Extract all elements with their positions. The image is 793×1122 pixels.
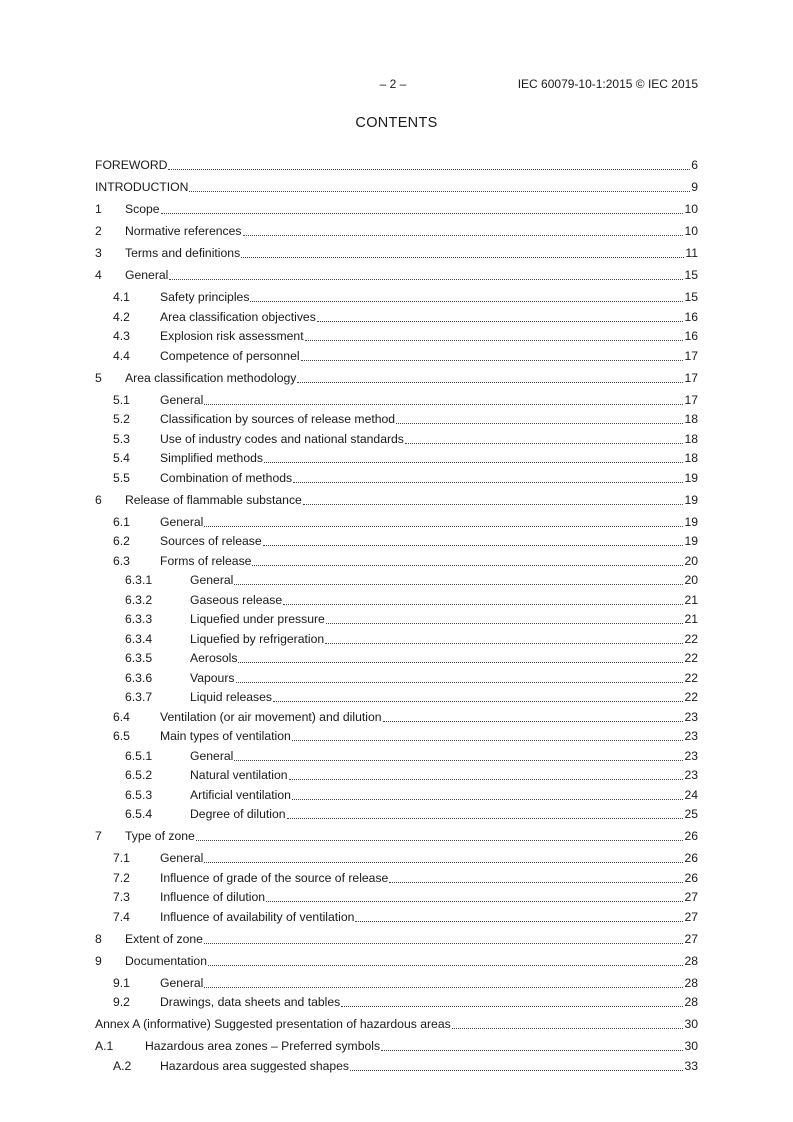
toc-title: Drawings, data sheets and tables	[160, 995, 341, 1009]
toc-title: Forms of release	[160, 553, 252, 568]
toc-page-number: 20	[684, 573, 698, 587]
toc-page-number: 22	[684, 690, 698, 704]
toc-entry[interactable]	[95, 392, 698, 408]
toc-number: 6.3.3	[125, 612, 153, 626]
toc-page-number: 22	[684, 670, 698, 685]
toc-leader-dots	[204, 986, 683, 988]
toc-title: Use of industry codes and national standards	[160, 431, 404, 446]
toc-page-number: 19	[684, 470, 698, 485]
toc-entry[interactable]	[95, 328, 698, 344]
toc-leader-dots	[293, 481, 683, 483]
toc-leader-dots	[243, 234, 684, 236]
toc-title: Safety principles	[160, 290, 250, 304]
toc-leader-dots	[405, 442, 684, 444]
toc-page-number: 28	[684, 953, 698, 968]
toc-number: 6.2	[113, 534, 130, 548]
toc-leader-dots	[287, 817, 684, 819]
toc-page-number: 15	[684, 268, 698, 282]
toc-page-number: 23	[684, 709, 698, 724]
toc-leader-dots	[303, 503, 684, 505]
toc-leader-dots	[292, 798, 684, 800]
toc-leader-dots	[325, 642, 683, 644]
toc-entry[interactable]	[95, 631, 698, 647]
toc-leader-dots	[273, 700, 683, 702]
toc-leader-dots	[383, 720, 684, 722]
toc-leader-dots	[204, 861, 683, 863]
toc-number: 7.2	[113, 870, 130, 885]
toc-title: Artificial ventilation	[190, 787, 291, 802]
toc-entry[interactable]	[95, 1016, 698, 1032]
toc-entry[interactable]	[95, 931, 698, 947]
toc-number: 5.3	[113, 431, 130, 446]
toc-entry[interactable]	[95, 450, 698, 466]
toc-number: 6.5.2	[125, 768, 153, 782]
toc-page-number: 22	[684, 651, 698, 665]
toc-number: 4.2	[113, 309, 130, 324]
toc-page-number: 17	[684, 392, 698, 407]
toc-leader-dots	[241, 256, 684, 258]
toc-title: General	[190, 573, 234, 587]
toc-title: Gaseous release	[190, 592, 283, 607]
toc-leader-dots	[208, 964, 683, 966]
toc-page-number: 26	[684, 851, 698, 865]
toc-title: Hazardous area suggested shapes	[160, 1058, 350, 1073]
toc-page-number: 10	[684, 224, 698, 238]
toc-title: General	[125, 268, 169, 282]
toc-title: Main types of ventilation	[160, 729, 291, 743]
toc-entry[interactable]	[95, 309, 698, 325]
toc-leader-dots	[266, 900, 683, 902]
toc-page-number: 20	[684, 553, 698, 568]
page-number: – 2 –	[379, 77, 407, 91]
toc-page-number: 26	[684, 829, 698, 843]
toc-page-number: 33	[684, 1058, 698, 1073]
toc-leader-dots	[250, 300, 683, 302]
toc-title: Influence of grade of the source of release	[160, 870, 389, 885]
toc-number: 6.3.5	[125, 651, 153, 665]
toc-title: Ventilation (or air movement) and dilution	[160, 709, 382, 724]
toc-entry[interactable]	[95, 909, 698, 925]
toc-title: Vapours	[190, 670, 235, 685]
toc-page-number: 9	[691, 180, 698, 194]
toc-entry[interactable]	[95, 179, 698, 195]
toc-entry[interactable]	[95, 411, 698, 427]
toc-entry[interactable]	[95, 492, 698, 508]
toc-number: 7.4	[113, 909, 130, 924]
toc-entry[interactable]	[95, 670, 698, 686]
toc-page-number: 22	[684, 631, 698, 646]
toc-leader-dots	[301, 359, 684, 361]
toc-leader-dots	[169, 278, 683, 280]
toc-title: Liquid releases	[190, 690, 272, 704]
toc-title: FOREWORD	[95, 158, 168, 172]
toc-leader-dots	[396, 422, 683, 424]
toc-page-number: 30	[684, 1039, 698, 1053]
toc-number: 6.5.3	[125, 787, 153, 802]
toc-number: 6.3.4	[125, 631, 153, 646]
toc-number: 4	[95, 268, 102, 282]
toc-title: Scope	[125, 202, 160, 216]
toc-title: Degree of dilution	[190, 807, 286, 821]
toc-title: Influence of availability of ventilation	[160, 909, 355, 924]
toc-title: General	[160, 514, 204, 529]
toc-leader-dots	[204, 525, 683, 527]
toc-leader-dots	[355, 920, 683, 922]
toc-leader-dots	[292, 739, 684, 741]
toc-title: Annex A (informative) Suggested presentation of hazardous areas	[95, 1017, 451, 1031]
toc-leader-dots	[283, 603, 683, 605]
toc-number: 5.1	[113, 392, 130, 407]
toc-leader-dots	[204, 403, 683, 405]
toc-number: 5.4	[113, 451, 130, 465]
toc-entry[interactable]	[95, 994, 698, 1010]
toc-page-number: 18	[684, 431, 698, 446]
toc-number: 2	[95, 224, 102, 238]
toc-number: 7	[95, 829, 102, 843]
toc-leader-dots	[350, 1069, 683, 1071]
toc-entry[interactable]	[95, 889, 698, 905]
toc-title: Natural ventilation	[190, 768, 288, 782]
toc-number: A.2	[113, 1058, 132, 1073]
toc-page-number: 28	[684, 995, 698, 1009]
toc-leader-dots	[168, 168, 690, 170]
toc-leader-dots	[161, 212, 684, 214]
toc-number: 4.3	[113, 329, 130, 343]
toc-number: 6.5	[113, 729, 130, 743]
toc-title: Combination of methods	[160, 470, 293, 485]
toc-title: General	[160, 392, 204, 407]
toc-entry[interactable]	[95, 975, 698, 991]
standard-reference: IEC 60079-10-1:2015 © IEC 2015	[517, 77, 698, 91]
toc-number: 6.5.4	[125, 807, 153, 821]
toc-page-number: 24	[684, 787, 698, 802]
toc-entry[interactable]	[95, 592, 698, 608]
toc-page-number: 6	[691, 158, 698, 172]
toc-leader-dots	[389, 881, 683, 883]
toc-entry[interactable]	[95, 611, 698, 627]
toc-entry[interactable]	[95, 748, 698, 764]
toc-page-number: 16	[684, 329, 698, 343]
toc-title: Influence of dilution	[160, 890, 266, 904]
toc-number: 6.5.1	[125, 748, 153, 763]
toc-number: 6.3	[113, 553, 130, 568]
toc-leader-dots	[236, 681, 684, 683]
toc-page-number: 21	[684, 612, 698, 626]
toc-page-number: 27	[684, 931, 698, 946]
toc-number: 5.5	[113, 470, 130, 485]
toc-number: 6.3.7	[125, 690, 153, 704]
toc-page-number: 23	[684, 768, 698, 782]
toc-number: 9.2	[113, 995, 130, 1009]
toc-page-number: 19	[684, 534, 698, 548]
toc-page-number: 19	[684, 514, 698, 529]
toc-title: Normative references	[125, 224, 242, 238]
toc-number: 1	[95, 202, 102, 216]
toc-number: 4.1	[113, 290, 130, 304]
toc-title: Aerosols	[190, 651, 238, 665]
toc-entry[interactable]	[95, 223, 698, 239]
toc-entry[interactable]	[95, 709, 698, 725]
toc-number: 5	[95, 370, 102, 385]
toc-title: Simplified methods	[160, 451, 263, 465]
toc-entry[interactable]	[95, 470, 698, 486]
toc-leader-dots	[326, 622, 684, 624]
toc-entry[interactable]	[95, 689, 698, 705]
toc-title: Classification by sources of release method	[160, 412, 396, 426]
toc-title: Area classification objectives	[160, 309, 316, 324]
toc-page-number: 25	[684, 807, 698, 821]
toc-entry[interactable]	[95, 767, 698, 783]
toc-entry[interactable]	[95, 870, 698, 886]
toc-page-number: 17	[684, 370, 698, 385]
toc-page-number: 26	[684, 870, 698, 885]
toc-number: 8	[95, 931, 102, 946]
toc-number: 6.3.2	[125, 592, 153, 607]
toc-number: 6	[95, 492, 102, 507]
toc-entry[interactable]	[95, 514, 698, 530]
toc-entry[interactable]	[95, 533, 698, 549]
toc-entry[interactable]	[95, 267, 698, 283]
toc-title: Hazardous area zones – Preferred symbols	[145, 1039, 381, 1053]
toc-entry[interactable]	[95, 806, 698, 822]
toc-entry[interactable]	[95, 553, 698, 569]
toc-leader-dots	[204, 942, 684, 944]
toc-leader-dots	[189, 190, 690, 192]
toc-number: 6.1	[113, 514, 130, 529]
toc-leader-dots	[196, 839, 684, 841]
toc-page-number: 18	[684, 451, 698, 465]
toc-page-number: 28	[684, 975, 698, 990]
toc-number: 7.3	[113, 890, 130, 904]
page-title: CONTENTS	[355, 115, 438, 131]
toc-entry[interactable]	[95, 850, 698, 866]
toc-entry[interactable]	[95, 431, 698, 447]
toc-title: General	[190, 748, 234, 763]
toc-page-number: 30	[684, 1017, 698, 1031]
toc-page-number: 23	[684, 748, 698, 763]
toc-entry[interactable]	[95, 348, 698, 364]
toc-page-number: 11	[685, 246, 698, 260]
toc-entry[interactable]	[95, 953, 698, 969]
toc-number: 6.3.6	[125, 670, 153, 685]
toc-leader-dots	[234, 759, 683, 761]
toc-number: 4.4	[113, 348, 130, 363]
toc-page-number: 21	[684, 592, 698, 607]
toc-leader-dots	[263, 544, 684, 546]
toc-entry[interactable]	[95, 157, 698, 173]
toc-entry[interactable]	[95, 728, 698, 744]
toc-title: Terms and definitions	[125, 246, 241, 260]
toc-number: 3	[95, 246, 102, 260]
toc-page-number: 15	[684, 290, 698, 304]
toc-title: Extent of zone	[125, 931, 203, 946]
toc-title: Sources of release	[160, 534, 262, 548]
toc-number: 6.3.1	[125, 573, 153, 587]
toc-number: 6.4	[113, 709, 130, 724]
toc-title: Release of flammable substance	[125, 492, 302, 507]
toc-title: Explosion risk assessment	[160, 329, 304, 343]
toc-title: Competence of personnel	[160, 348, 300, 363]
toc-title: General	[160, 975, 204, 990]
toc-leader-dots	[264, 461, 683, 463]
toc-number: 9.1	[113, 975, 130, 990]
toc-entry[interactable]	[95, 1038, 698, 1054]
toc-title: INTRODUCTION	[95, 180, 189, 194]
toc-leader-dots	[238, 661, 683, 663]
toc-entry[interactable]	[95, 572, 698, 588]
toc-number: 7.1	[113, 851, 130, 865]
toc-number: 5.2	[113, 412, 130, 426]
toc-title: Area classification methodology	[125, 370, 297, 385]
toc-page-number: 16	[684, 309, 698, 324]
toc-title: Liquefied by refrigeration	[190, 631, 325, 646]
toc-page-number: 27	[684, 890, 698, 904]
toc-page-number: 17	[684, 348, 698, 363]
toc-page-number: 27	[684, 909, 698, 924]
toc-number: A.1	[95, 1039, 114, 1053]
toc-leader-dots	[317, 320, 684, 322]
toc-leader-dots	[381, 1049, 683, 1051]
toc-entry[interactable]	[95, 828, 698, 844]
toc-entry[interactable]	[95, 1058, 698, 1074]
toc-entry[interactable]	[95, 245, 698, 261]
toc-title: Liquefied under pressure	[190, 612, 325, 626]
toc-title: Documentation	[125, 953, 207, 968]
toc-title: Type of zone	[125, 829, 195, 843]
toc-entry[interactable]	[95, 201, 698, 217]
toc-leader-dots	[341, 1005, 683, 1007]
toc-page-number: 10	[684, 202, 698, 216]
toc-entry[interactable]	[95, 650, 698, 666]
toc-number: 9	[95, 953, 102, 968]
toc-leader-dots	[234, 583, 683, 585]
toc-entry[interactable]	[95, 787, 698, 803]
toc-entry[interactable]	[95, 289, 698, 305]
toc-leader-dots	[305, 339, 684, 341]
toc-leader-dots	[452, 1027, 684, 1029]
toc-page-number: 18	[684, 412, 698, 426]
toc-leader-dots	[289, 778, 684, 780]
toc-leader-dots	[252, 564, 683, 566]
toc-leader-dots	[297, 381, 683, 383]
toc-page-number: 23	[684, 729, 698, 743]
toc-title: General	[160, 851, 204, 865]
page-header	[0, 76, 793, 92]
toc-page-number: 19	[684, 492, 698, 507]
toc-entry[interactable]	[95, 370, 698, 386]
